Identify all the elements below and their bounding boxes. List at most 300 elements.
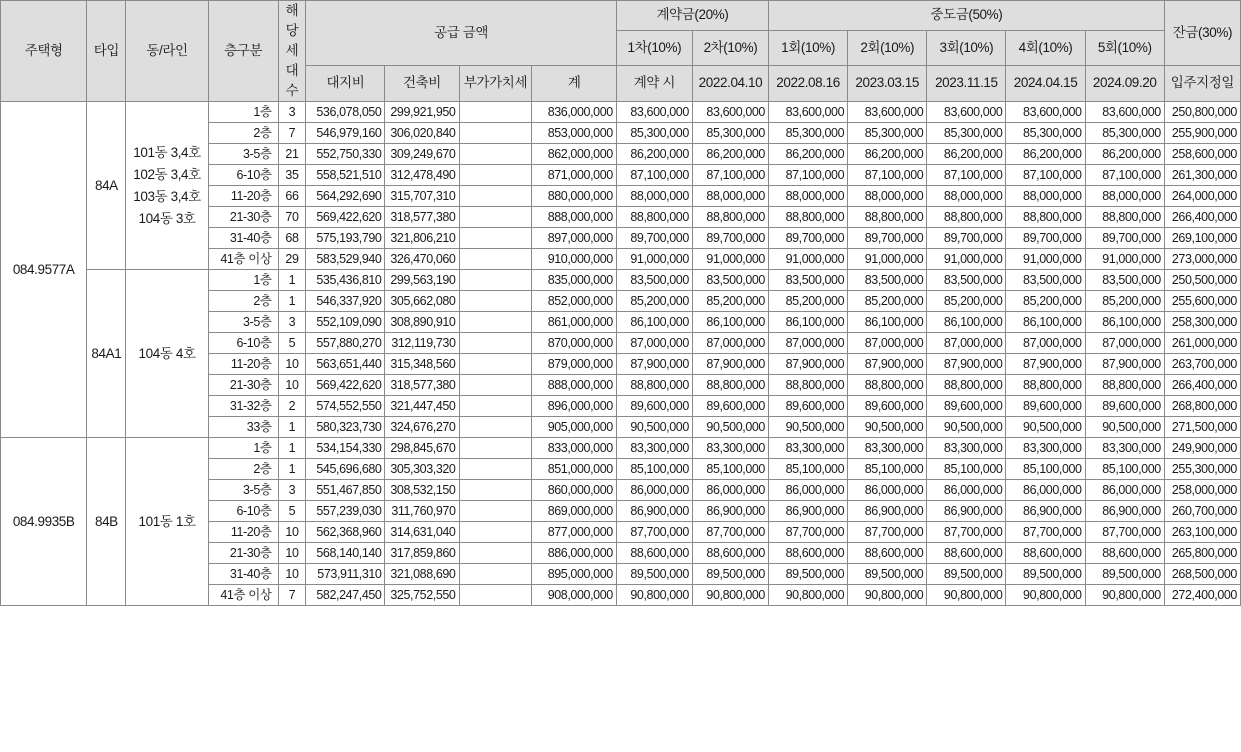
balance-cell: 273,000,000	[1164, 249, 1240, 270]
land-cell: 557,239,030	[306, 501, 385, 522]
middle-2-cell: 88,000,000	[848, 186, 927, 207]
header-supply-amount: 공급 금액	[306, 1, 617, 66]
building-line-cell: 101동 3,4호 102동 3,4호 103동 3,4호 104동 3호	[126, 102, 208, 270]
land-cell: 551,467,850	[306, 480, 385, 501]
land-cell: 569,422,620	[306, 207, 385, 228]
floor-cell: 1층	[208, 102, 278, 123]
middle-1-cell: 86,200,000	[768, 144, 847, 165]
vat-cell	[459, 543, 532, 564]
contract-2-cell: 86,000,000	[692, 480, 768, 501]
middle-2-cell: 88,800,000	[848, 375, 927, 396]
vat-cell	[459, 228, 532, 249]
building-cell: 321,447,450	[385, 396, 459, 417]
contract-2-cell: 88,000,000	[692, 186, 768, 207]
contract-1-cell: 86,100,000	[616, 312, 692, 333]
middle-3-cell: 83,500,000	[927, 270, 1006, 291]
balance-cell: 263,700,000	[1164, 354, 1240, 375]
contract-2-cell: 86,100,000	[692, 312, 768, 333]
middle-4-cell: 83,500,000	[1006, 270, 1085, 291]
middle-3-cell: 90,800,000	[927, 585, 1006, 606]
middle-1-cell: 87,700,000	[768, 522, 847, 543]
contract-2-cell: 87,100,000	[692, 165, 768, 186]
middle-3-cell: 83,600,000	[927, 102, 1006, 123]
middle-5-cell: 88,800,000	[1085, 375, 1164, 396]
contract-1-cell: 88,800,000	[616, 375, 692, 396]
middle-2-cell: 89,700,000	[848, 228, 927, 249]
header-vat: 부가가치세	[459, 65, 532, 101]
middle-5-cell: 87,900,000	[1085, 354, 1164, 375]
middle-1-cell: 89,700,000	[768, 228, 847, 249]
contract-2-cell: 88,800,000	[692, 207, 768, 228]
middle-1-cell: 88,600,000	[768, 543, 847, 564]
households-cell: 21	[278, 144, 306, 165]
middle-2-cell: 86,100,000	[848, 312, 927, 333]
contract-1-cell: 85,200,000	[616, 291, 692, 312]
building-line-cell: 104동 4호	[126, 270, 208, 438]
middle-1-cell: 88,800,000	[768, 375, 847, 396]
total-cell: 910,000,000	[532, 249, 616, 270]
middle-1-cell: 91,000,000	[768, 249, 847, 270]
vat-cell	[459, 186, 532, 207]
balance-cell: 265,800,000	[1164, 543, 1240, 564]
header-middle-5-date: 2024.09.20	[1085, 65, 1164, 101]
balance-cell: 264,000,000	[1164, 186, 1240, 207]
middle-3-cell: 88,800,000	[927, 375, 1006, 396]
floor-cell: 6-10층	[208, 165, 278, 186]
balance-cell: 261,000,000	[1164, 333, 1240, 354]
middle-4-cell: 88,600,000	[1006, 543, 1085, 564]
building-cell: 317,859,860	[385, 543, 459, 564]
contract-2-cell: 90,500,000	[692, 417, 768, 438]
households-cell: 5	[278, 501, 306, 522]
header-contract-1: 1차(10%)	[616, 30, 692, 65]
contract-1-cell: 91,000,000	[616, 249, 692, 270]
balance-cell: 258,000,000	[1164, 480, 1240, 501]
middle-4-cell: 85,200,000	[1006, 291, 1085, 312]
vat-cell	[459, 459, 532, 480]
middle-5-cell: 91,000,000	[1085, 249, 1164, 270]
header-type: 타입	[87, 1, 126, 102]
households-cell: 70	[278, 207, 306, 228]
contract-1-cell: 89,700,000	[616, 228, 692, 249]
middle-5-cell: 89,500,000	[1085, 564, 1164, 585]
middle-5-cell: 87,000,000	[1085, 333, 1164, 354]
contract-1-cell: 87,100,000	[616, 165, 692, 186]
total-cell: 897,000,000	[532, 228, 616, 249]
middle-3-cell: 87,900,000	[927, 354, 1006, 375]
middle-5-cell: 87,700,000	[1085, 522, 1164, 543]
building-cell: 308,532,150	[385, 480, 459, 501]
header-building: 건축비	[385, 65, 459, 101]
households-cell: 66	[278, 186, 306, 207]
middle-2-cell: 87,100,000	[848, 165, 927, 186]
middle-3-cell: 88,800,000	[927, 207, 1006, 228]
header-land: 대지비	[306, 65, 385, 101]
households-cell: 10	[278, 522, 306, 543]
households-cell: 2	[278, 396, 306, 417]
middle-3-cell: 87,000,000	[927, 333, 1006, 354]
contract-2-cell: 83,600,000	[692, 102, 768, 123]
middle-1-cell: 85,100,000	[768, 459, 847, 480]
contract-1-cell: 83,500,000	[616, 270, 692, 291]
vat-cell	[459, 564, 532, 585]
contract-2-cell: 87,700,000	[692, 522, 768, 543]
middle-3-cell: 85,200,000	[927, 291, 1006, 312]
vat-cell	[459, 396, 532, 417]
vat-cell	[459, 585, 532, 606]
building-cell: 299,921,950	[385, 102, 459, 123]
households-cell: 10	[278, 543, 306, 564]
households-cell: 7	[278, 123, 306, 144]
middle-4-cell: 86,900,000	[1006, 501, 1085, 522]
middle-5-cell: 89,700,000	[1085, 228, 1164, 249]
middle-2-cell: 83,600,000	[848, 102, 927, 123]
balance-cell: 266,400,000	[1164, 207, 1240, 228]
header-building-line: 동/라인	[126, 1, 208, 102]
contract-1-cell: 88,800,000	[616, 207, 692, 228]
building-cell: 305,303,320	[385, 459, 459, 480]
households-cell: 35	[278, 165, 306, 186]
building-cell: 311,760,970	[385, 501, 459, 522]
middle-4-cell: 91,000,000	[1006, 249, 1085, 270]
balance-cell: 258,300,000	[1164, 312, 1240, 333]
contract-2-cell: 83,300,000	[692, 438, 768, 459]
housing-type-cell: 084.9577A	[1, 102, 87, 438]
middle-2-cell: 88,600,000	[848, 543, 927, 564]
land-cell: 582,247,450	[306, 585, 385, 606]
floor-cell: 31-32층	[208, 396, 278, 417]
households-cell: 7	[278, 585, 306, 606]
vat-cell	[459, 438, 532, 459]
building-cell: 309,249,670	[385, 144, 459, 165]
households-cell: 10	[278, 564, 306, 585]
header-balance-date: 입주지정일	[1164, 65, 1240, 101]
contract-2-cell: 89,700,000	[692, 228, 768, 249]
total-cell: 888,000,000	[532, 375, 616, 396]
contract-1-cell: 90,500,000	[616, 417, 692, 438]
middle-2-cell: 87,700,000	[848, 522, 927, 543]
header-floor-group: 층구분	[208, 1, 278, 102]
building-cell: 324,676,270	[385, 417, 459, 438]
total-cell: 835,000,000	[532, 270, 616, 291]
building-cell: 298,845,670	[385, 438, 459, 459]
middle-5-cell: 86,900,000	[1085, 501, 1164, 522]
middle-5-cell: 90,500,000	[1085, 417, 1164, 438]
middle-2-cell: 85,200,000	[848, 291, 927, 312]
balance-cell: 250,500,000	[1164, 270, 1240, 291]
vat-cell	[459, 522, 532, 543]
households-cell: 10	[278, 375, 306, 396]
vat-cell	[459, 480, 532, 501]
middle-5-cell: 88,000,000	[1085, 186, 1164, 207]
table-header	[1, 1, 1241, 102]
floor-cell: 1층	[208, 438, 278, 459]
middle-5-cell: 88,600,000	[1085, 543, 1164, 564]
total-cell: 908,000,000	[532, 585, 616, 606]
floor-cell: 31-40층	[208, 564, 278, 585]
middle-3-cell: 86,200,000	[927, 144, 1006, 165]
balance-cell: 255,900,000	[1164, 123, 1240, 144]
middle-5-cell: 85,100,000	[1085, 459, 1164, 480]
balance-cell: 263,100,000	[1164, 522, 1240, 543]
total-cell: 852,000,000	[532, 291, 616, 312]
building-cell: 314,631,040	[385, 522, 459, 543]
middle-2-cell: 83,500,000	[848, 270, 927, 291]
contract-1-cell: 85,300,000	[616, 123, 692, 144]
middle-1-cell: 86,000,000	[768, 480, 847, 501]
header-middle-2-date: 2023.03.15	[848, 65, 927, 101]
vat-cell	[459, 291, 532, 312]
balance-cell: 261,300,000	[1164, 165, 1240, 186]
floor-cell: 33층	[208, 417, 278, 438]
floor-cell: 11-20층	[208, 354, 278, 375]
middle-1-cell: 83,600,000	[768, 102, 847, 123]
land-cell: 546,979,160	[306, 123, 385, 144]
middle-1-cell: 83,500,000	[768, 270, 847, 291]
contract-1-cell: 85,100,000	[616, 459, 692, 480]
middle-3-cell: 88,000,000	[927, 186, 1006, 207]
land-cell: 545,696,680	[306, 459, 385, 480]
middle-4-cell: 89,600,000	[1006, 396, 1085, 417]
vat-cell	[459, 207, 532, 228]
total-cell: 870,000,000	[532, 333, 616, 354]
middle-1-cell: 89,600,000	[768, 396, 847, 417]
land-cell: 563,651,440	[306, 354, 385, 375]
middle-2-cell: 88,800,000	[848, 207, 927, 228]
vat-cell	[459, 165, 532, 186]
floor-cell: 11-20층	[208, 522, 278, 543]
contract-2-cell: 90,800,000	[692, 585, 768, 606]
middle-4-cell: 83,600,000	[1006, 102, 1085, 123]
vat-cell	[459, 123, 532, 144]
middle-3-cell: 85,300,000	[927, 123, 1006, 144]
balance-cell: 271,500,000	[1164, 417, 1240, 438]
middle-5-cell: 83,600,000	[1085, 102, 1164, 123]
land-cell: 574,552,550	[306, 396, 385, 417]
middle-1-cell: 87,900,000	[768, 354, 847, 375]
floor-cell: 2층	[208, 123, 278, 144]
type-cell: 84A1	[87, 270, 126, 438]
contract-1-cell: 83,300,000	[616, 438, 692, 459]
building-cell: 315,707,310	[385, 186, 459, 207]
middle-2-cell: 91,000,000	[848, 249, 927, 270]
middle-5-cell: 83,300,000	[1085, 438, 1164, 459]
vat-cell	[459, 249, 532, 270]
middle-5-cell: 85,200,000	[1085, 291, 1164, 312]
header-middle-2: 2회(10%)	[848, 30, 927, 65]
contract-1-cell: 89,600,000	[616, 396, 692, 417]
land-cell: 573,911,310	[306, 564, 385, 585]
building-cell: 308,890,910	[385, 312, 459, 333]
building-cell: 306,020,840	[385, 123, 459, 144]
building-cell: 321,806,210	[385, 228, 459, 249]
land-cell: 552,750,330	[306, 144, 385, 165]
middle-3-cell: 86,900,000	[927, 501, 1006, 522]
contract-1-cell: 87,000,000	[616, 333, 692, 354]
contract-1-cell: 88,000,000	[616, 186, 692, 207]
contract-2-cell: 89,600,000	[692, 396, 768, 417]
households-cell: 1	[278, 417, 306, 438]
middle-2-cell: 83,300,000	[848, 438, 927, 459]
table-row	[1, 438, 1241, 459]
total-cell: 888,000,000	[532, 207, 616, 228]
middle-4-cell: 89,500,000	[1006, 564, 1085, 585]
contract-1-cell: 83,600,000	[616, 102, 692, 123]
header-contract-2-date: 2022.04.10	[692, 65, 768, 101]
households-cell: 1	[278, 270, 306, 291]
total-cell: 877,000,000	[532, 522, 616, 543]
floor-cell: 2층	[208, 459, 278, 480]
middle-1-cell: 83,300,000	[768, 438, 847, 459]
table-body	[1, 102, 1241, 606]
total-cell: 851,000,000	[532, 459, 616, 480]
households-cell: 3	[278, 312, 306, 333]
households-cell: 68	[278, 228, 306, 249]
total-cell: 833,000,000	[532, 438, 616, 459]
middle-4-cell: 90,500,000	[1006, 417, 1085, 438]
floor-cell: 41층 이상	[208, 249, 278, 270]
floor-cell: 3-5층	[208, 312, 278, 333]
middle-1-cell: 86,900,000	[768, 501, 847, 522]
land-cell: 564,292,690	[306, 186, 385, 207]
middle-2-cell: 90,500,000	[848, 417, 927, 438]
households-cell: 1	[278, 438, 306, 459]
floor-cell: 41층 이상	[208, 585, 278, 606]
middle-4-cell: 89,700,000	[1006, 228, 1085, 249]
middle-5-cell: 90,800,000	[1085, 585, 1164, 606]
type-cell: 84B	[87, 438, 126, 606]
header-middle-5: 5회(10%)	[1085, 30, 1164, 65]
middle-1-cell: 90,800,000	[768, 585, 847, 606]
floor-cell: 21-30층	[208, 207, 278, 228]
floor-cell: 3-5층	[208, 480, 278, 501]
middle-3-cell: 89,700,000	[927, 228, 1006, 249]
middle-1-cell: 88,800,000	[768, 207, 847, 228]
middle-4-cell: 87,100,000	[1006, 165, 1085, 186]
middle-4-cell: 88,000,000	[1006, 186, 1085, 207]
middle-1-cell: 85,200,000	[768, 291, 847, 312]
header-contract-2: 2차(10%)	[692, 30, 768, 65]
header-households: 해당 세대 수	[278, 1, 306, 102]
table-row	[1, 270, 1241, 291]
balance-cell: 272,400,000	[1164, 585, 1240, 606]
middle-3-cell: 85,100,000	[927, 459, 1006, 480]
middle-4-cell: 86,000,000	[1006, 480, 1085, 501]
land-cell: 552,109,090	[306, 312, 385, 333]
building-cell: 321,088,690	[385, 564, 459, 585]
households-cell: 3	[278, 480, 306, 501]
middle-5-cell: 86,200,000	[1085, 144, 1164, 165]
total-cell: 871,000,000	[532, 165, 616, 186]
middle-3-cell: 91,000,000	[927, 249, 1006, 270]
land-cell: 557,880,270	[306, 333, 385, 354]
land-cell: 534,154,330	[306, 438, 385, 459]
middle-2-cell: 85,100,000	[848, 459, 927, 480]
households-cell: 1	[278, 459, 306, 480]
header-middle-3: 3회(10%)	[927, 30, 1006, 65]
middle-3-cell: 89,600,000	[927, 396, 1006, 417]
floor-cell: 1층	[208, 270, 278, 291]
header-middle-1: 1회(10%)	[768, 30, 847, 65]
middle-1-cell: 89,500,000	[768, 564, 847, 585]
middle-5-cell: 86,000,000	[1085, 480, 1164, 501]
contract-2-cell: 86,900,000	[692, 501, 768, 522]
floor-cell: 2층	[208, 291, 278, 312]
middle-2-cell: 87,000,000	[848, 333, 927, 354]
middle-1-cell: 86,100,000	[768, 312, 847, 333]
middle-1-cell: 90,500,000	[768, 417, 847, 438]
middle-2-cell: 89,600,000	[848, 396, 927, 417]
header-middle-4: 4회(10%)	[1006, 30, 1085, 65]
middle-3-cell: 87,100,000	[927, 165, 1006, 186]
contract-2-cell: 85,300,000	[692, 123, 768, 144]
total-cell: 836,000,000	[532, 102, 616, 123]
middle-2-cell: 85,300,000	[848, 123, 927, 144]
balance-cell: 258,600,000	[1164, 144, 1240, 165]
contract-1-cell: 90,800,000	[616, 585, 692, 606]
total-cell: 905,000,000	[532, 417, 616, 438]
total-cell: 853,000,000	[532, 123, 616, 144]
middle-1-cell: 85,300,000	[768, 123, 847, 144]
building-cell: 305,662,080	[385, 291, 459, 312]
contract-2-cell: 88,600,000	[692, 543, 768, 564]
land-cell: 546,337,920	[306, 291, 385, 312]
vat-cell	[459, 102, 532, 123]
households-cell: 1	[278, 291, 306, 312]
land-cell: 583,529,940	[306, 249, 385, 270]
middle-4-cell: 90,800,000	[1006, 585, 1085, 606]
building-cell: 326,470,060	[385, 249, 459, 270]
total-cell: 862,000,000	[532, 144, 616, 165]
table-row	[1, 102, 1241, 123]
middle-5-cell: 85,300,000	[1085, 123, 1164, 144]
middle-4-cell: 88,800,000	[1006, 375, 1085, 396]
floor-cell: 21-30층	[208, 375, 278, 396]
building-cell: 325,752,550	[385, 585, 459, 606]
middle-4-cell: 85,100,000	[1006, 459, 1085, 480]
vat-cell	[459, 270, 532, 291]
land-cell: 569,422,620	[306, 375, 385, 396]
total-cell: 895,000,000	[532, 564, 616, 585]
contract-1-cell: 87,900,000	[616, 354, 692, 375]
middle-5-cell: 87,100,000	[1085, 165, 1164, 186]
middle-2-cell: 86,000,000	[848, 480, 927, 501]
middle-2-cell: 86,900,000	[848, 501, 927, 522]
land-cell: 580,323,730	[306, 417, 385, 438]
contract-2-cell: 86,200,000	[692, 144, 768, 165]
middle-1-cell: 88,000,000	[768, 186, 847, 207]
balance-cell: 269,100,000	[1164, 228, 1240, 249]
total-cell: 896,000,000	[532, 396, 616, 417]
vat-cell	[459, 417, 532, 438]
header-balance: 잔금(30%)	[1164, 1, 1240, 66]
middle-4-cell: 87,900,000	[1006, 354, 1085, 375]
middle-2-cell: 86,200,000	[848, 144, 927, 165]
middle-3-cell: 86,100,000	[927, 312, 1006, 333]
households-cell: 3	[278, 102, 306, 123]
land-cell: 568,140,140	[306, 543, 385, 564]
vat-cell	[459, 501, 532, 522]
header-total: 계	[532, 65, 616, 101]
contract-1-cell: 87,700,000	[616, 522, 692, 543]
middle-3-cell: 83,300,000	[927, 438, 1006, 459]
contract-2-cell: 87,900,000	[692, 354, 768, 375]
building-cell: 312,119,730	[385, 333, 459, 354]
middle-2-cell: 87,900,000	[848, 354, 927, 375]
middle-3-cell: 87,700,000	[927, 522, 1006, 543]
middle-4-cell: 86,100,000	[1006, 312, 1085, 333]
balance-cell: 268,800,000	[1164, 396, 1240, 417]
